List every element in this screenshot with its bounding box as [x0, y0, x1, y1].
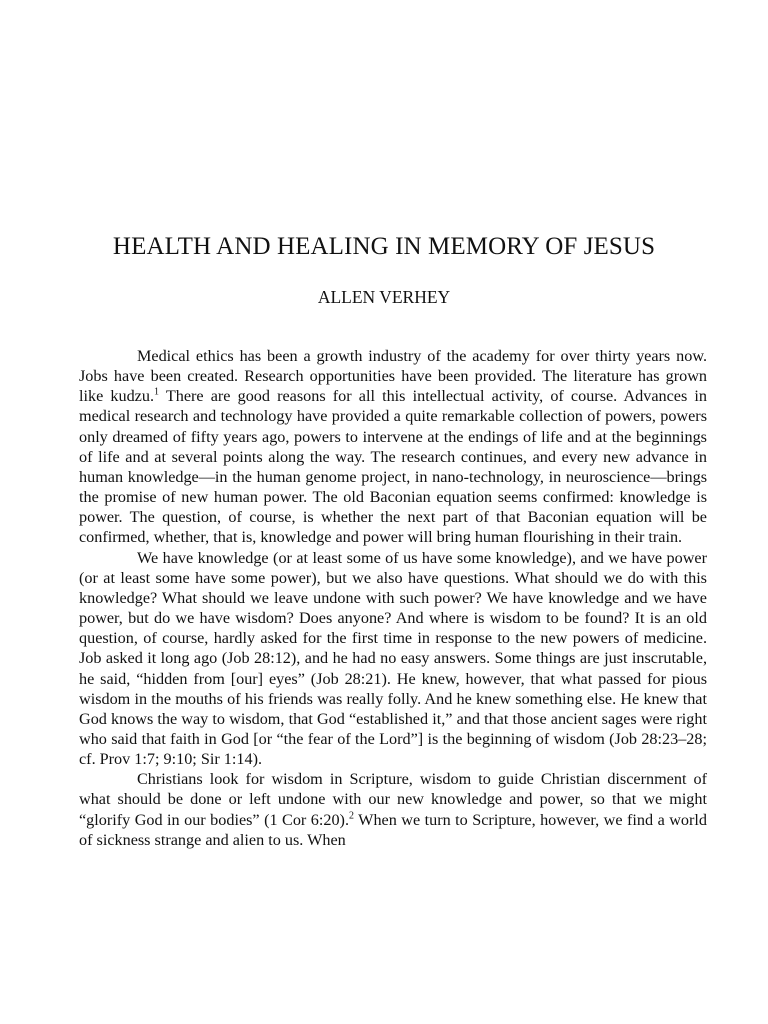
body-paragraph	[79, 346, 707, 548]
body-paragraph	[79, 769, 707, 850]
paragraph-text: There are good reasons for all this intellectual activity, of course. Advances in medical research and technology have provided a quite remarkable collection of powers, powers only dreamed of fifty years ago, powers to intervene at the endings of life and at the beginnings of life and at several points along the way. The research continues, and every new advance in human knowledge—in the human genome project, in nano-technology, in neuroscience—brings the promise of new human power. The old Baconian equation seems confirmed: knowledge is power. The question, of course, is whether the next part of that Baconian equation will be confirmed, whether, that is, knowledge and power will bring human flourishing in their train.	[79, 387, 707, 547]
footnote-marker[interactable]: 1	[154, 386, 160, 398]
paragraph-text: We have knowledge (or at least some of us have some knowledge), and we have power (or at least some have some power), but we also have questions. What should we do with this knowledge? What should we leave undone with such power? We have knowledge and we have power, but do we have wisdom? Does anyone? And where is wisdom to be found? It is an old question, of course, hardly asked for the first time in response to the new powers of medicine. Job asked it long ago (Job 28:12), and he had no easy answers. Some things are just inscrutable, he said, “hidden from [our] eyes” (Job 28:21). He knew, however, that what passed for pious wisdom in the mouths of his friends was really folly. And he knew something else. He knew that God knows the way to wisdom, that God “established it,” and that those ancient sages were right who said that faith in God [or “the fear of the Lord”] is the beginning of wisdom (Job 28:23–28; cf. Prov 1:7; 9:10; Sir 1:14).	[79, 548, 707, 769]
body-paragraph	[79, 548, 707, 770]
paragraph-text: Medical ethics has been a growth industry of the academy for over thirty years now. Jobs have been created. Research opportunities have been provided. The literature has grown like kudzu.	[79, 347, 707, 406]
article-body	[79, 346, 707, 850]
paragraph-text: When we turn to Scripture, however, we find a world of sickness strange and alien to us. When	[79, 810, 707, 849]
article-author: ALLEN VERHEY	[317, 287, 451, 307]
footnote-marker[interactable]: 2	[349, 810, 354, 822]
article-title: HEALTH AND HEALING IN MEMORY OF JESUS	[112, 233, 656, 260]
paragraph-text: Christians look for wisdom in Scripture, wisdom to guide Christian discernment of what should be done or left undone with our new knowledge and power, so that we might “glorify God in our bodies” (1 Cor 6:20).	[79, 770, 707, 829]
